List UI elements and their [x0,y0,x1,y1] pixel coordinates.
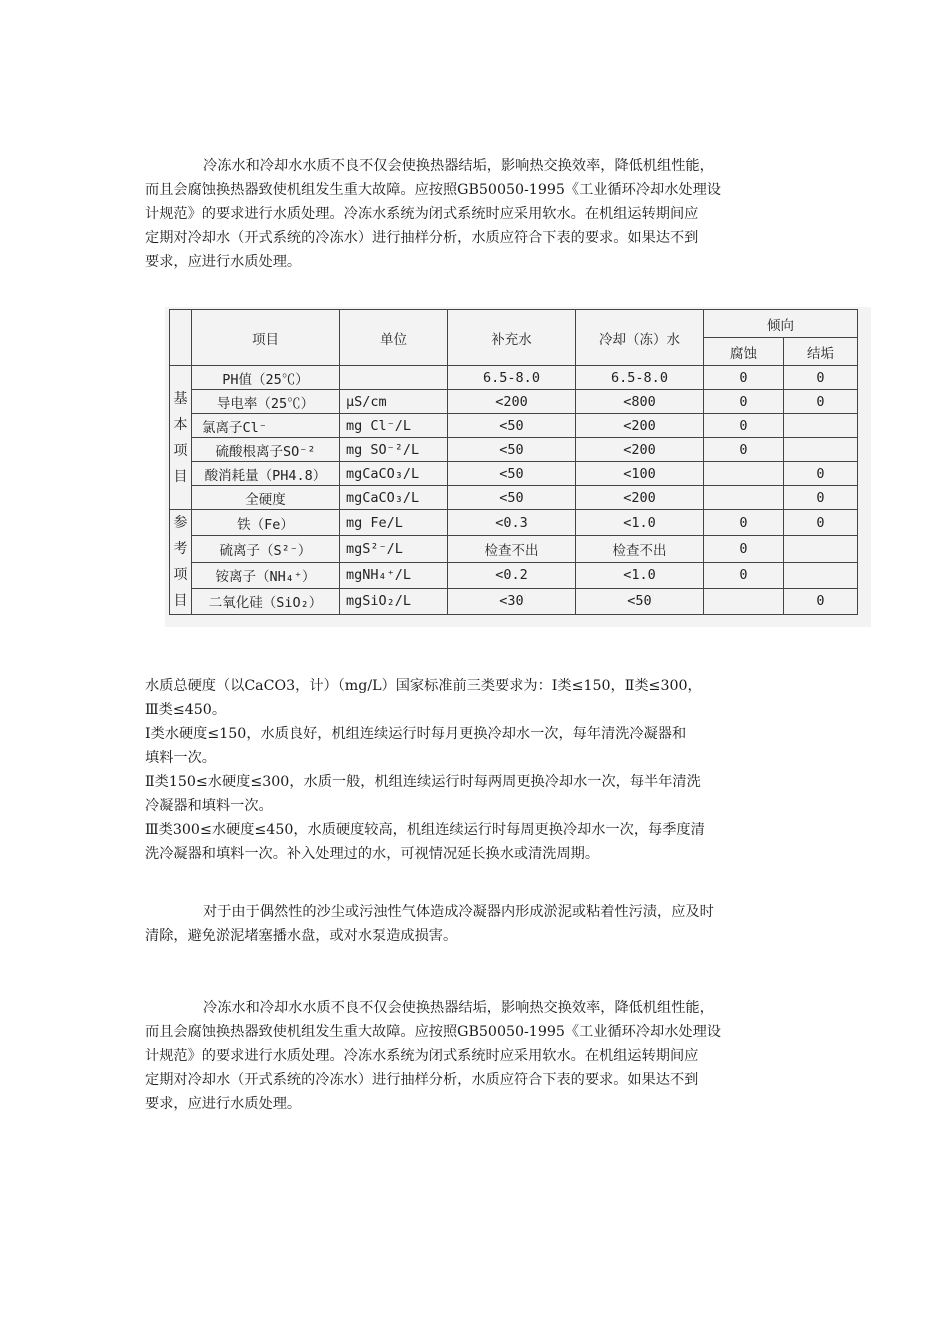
header-makeup: 补充水 [448,310,576,366]
cell-makeup: <50 [448,462,576,486]
cell-cooling: <800 [576,390,704,414]
cell-corrosion: 0 [704,414,784,438]
paragraph-line: 对于由于偶然性的沙尘或污浊性气体造成冷凝器内形成淤泥或粘着性污渍，应及时 [203,904,714,920]
table-row [170,588,858,614]
table-row [170,510,858,536]
paragraph-line: 要求，应进行水质处理。 [145,1096,302,1112]
table-row [170,366,858,390]
paragraph-line: 而且会腐蚀换热器致使机组发生重大故障。应按照GB50050-1995《工业循环冷却水处理设 [145,1024,721,1040]
cell-item: 导电率（25℃） [192,390,340,414]
cell-unit: mg Cl⁻/L [340,414,448,438]
cell-scaling: 0 [784,486,858,510]
cell-cooling: <200 [576,414,704,438]
paragraph-line: 要求，应进行水质处理。 [145,254,302,270]
cell-makeup: <50 [448,414,576,438]
water-quality-table-image [165,307,871,627]
paragraph-line: Ⅲ类≤450。 [145,702,227,718]
cell-makeup: <50 [448,486,576,510]
cell-scaling [784,414,858,438]
cell-corrosion: 0 [704,510,784,536]
cell-item: 硫离子（S²⁻） [192,536,340,562]
header-scaling: 结垢 [784,338,858,366]
repeat-paragraph [145,996,805,1116]
cell-cooling: <100 [576,462,704,486]
cell-unit [340,366,448,390]
cell-makeup: <200 [448,390,576,414]
cell-cooling: <200 [576,438,704,462]
cell-scaling: 0 [784,366,858,390]
cell-corrosion [704,588,784,614]
cell-cooling: <1.0 [576,562,704,588]
header-corrosion: 腐蚀 [704,338,784,366]
cell-scaling: 0 [784,588,858,614]
cell-unit: mgS²⁻/L [340,536,448,562]
cell-unit: mgCaCO₃/L [340,486,448,510]
cell-makeup: <30 [448,588,576,614]
table-row [170,536,858,562]
table-row [170,438,858,462]
cell-corrosion: 0 [704,390,784,414]
paragraph-line: 而且会腐蚀换热器致使机组发生重大故障。应按照GB50050-1995《工业循环冷却水处理设 [145,182,721,198]
cell-unit: mgSiO₂/L [340,588,448,614]
cell-cooling: <200 [576,486,704,510]
table-row [170,486,858,510]
paragraph-line: Ⅲ类300≤水硬度≤450，水质硬度较高，机组连续运行时每周更换冷却水一次，每季度清 [145,822,705,838]
table-row [170,562,858,588]
cell-makeup: <0.3 [448,510,576,536]
cell-corrosion: 0 [704,536,784,562]
group-label-reference: 参考项目 [170,510,192,615]
cell-scaling [784,536,858,562]
cell-item: 氯离子Cl⁻ [192,414,340,438]
cell-scaling: 0 [784,462,858,486]
cell-item: 铁（Fe） [192,510,340,536]
cell-cooling: 检查不出 [576,536,704,562]
paragraph-line: 清除，避免淤泥堵塞播水盘，或对水泵造成损害。 [145,928,458,944]
table-corner-cell [170,310,192,366]
paragraph-line: 计规范》的要求进行水质处理。冷冻水系统为闭式系统时应采用软水。在机组运转期间应 [145,1048,699,1064]
header-tendency: 倾向 [704,310,858,338]
paragraph-line: 填料一次。 [145,750,216,766]
paragraph-line: Ⅱ类150≤水硬度≤300，水质一般，机组连续运行时每两周更换冷却水一次，每半年清洗 [145,774,701,790]
paragraph-line: 冷冻水和冷却水水质不良不仅会使换热器结垢，影响热交换效率，降低机组性能， [203,158,714,174]
table-row [170,390,858,414]
cell-cooling: <50 [576,588,704,614]
cell-corrosion [704,486,784,510]
paragraph-line: Ⅰ类水硬度≤150，水质良好，机组连续运行时每月更换冷却水一次，每年清洗冷凝器和 [145,726,687,742]
paragraph-line: 洗冷凝器和填料一次。补入处理过的水，可视情况延长换水或清洗周期。 [145,846,600,862]
cell-cooling: 6.5-8.0 [576,366,704,390]
table-row [170,414,858,438]
cell-scaling: 0 [784,510,858,536]
intro-paragraph [145,154,805,274]
group-label-basic: 基本项目 [170,366,192,510]
table-row [170,462,858,486]
hardness-section [145,674,805,866]
paragraph-line: 定期对冷却水（开式系统的冷冻水）进行抽样分析，水质应符合下表的要求。如果达不到 [145,1072,699,1088]
paragraph-line: 冷冻水和冷却水水质不良不仅会使换热器结垢，影响热交换效率，降低机组性能， [203,1000,714,1016]
cell-cooling: <1.0 [576,510,704,536]
sludge-paragraph [145,900,805,948]
cell-corrosion: 0 [704,366,784,390]
cell-unit: mgCaCO₃/L [340,462,448,486]
cell-item: 全硬度 [192,486,340,510]
cell-item: PH值（25℃） [192,366,340,390]
cell-item: 酸消耗量（PH4.8） [192,462,340,486]
header-unit: 单位 [340,310,448,366]
cell-unit: μS/cm [340,390,448,414]
paragraph-line: 冷凝器和填料一次。 [145,798,273,814]
cell-scaling [784,562,858,588]
cell-item: 铵离子（NH₄⁺） [192,562,340,588]
cell-item: 二氧化硅（SiO₂） [192,588,340,614]
cell-makeup: <0.2 [448,562,576,588]
paragraph-line: 水质总硬度（以CaCO3，计）（mg/L）国家标准前三类要求为：Ⅰ类≤150，Ⅱ类≤300， [145,678,702,694]
cell-corrosion: 0 [704,562,784,588]
cell-unit: mg Fe/L [340,510,448,536]
water-quality-table [169,309,858,615]
cell-unit: mg SO⁻²/L [340,438,448,462]
paragraph-line: 定期对冷却水（开式系统的冷冻水）进行抽样分析，水质应符合下表的要求。如果达不到 [145,230,699,246]
cell-makeup: 检查不出 [448,536,576,562]
cell-unit: mgNH₄⁺/L [340,562,448,588]
cell-corrosion: 0 [704,438,784,462]
cell-scaling [784,438,858,462]
cell-makeup: <50 [448,438,576,462]
paragraph-line: 计规范》的要求进行水质处理。冷冻水系统为闭式系统时应采用软水。在机组运转期间应 [145,206,699,222]
cell-makeup: 6.5-8.0 [448,366,576,390]
cell-corrosion [704,462,784,486]
header-item: 项目 [192,310,340,366]
cell-scaling: 0 [784,390,858,414]
header-cooling: 冷却（冻）水 [576,310,704,366]
cell-item: 硫酸根离子SO⁻² [192,438,340,462]
